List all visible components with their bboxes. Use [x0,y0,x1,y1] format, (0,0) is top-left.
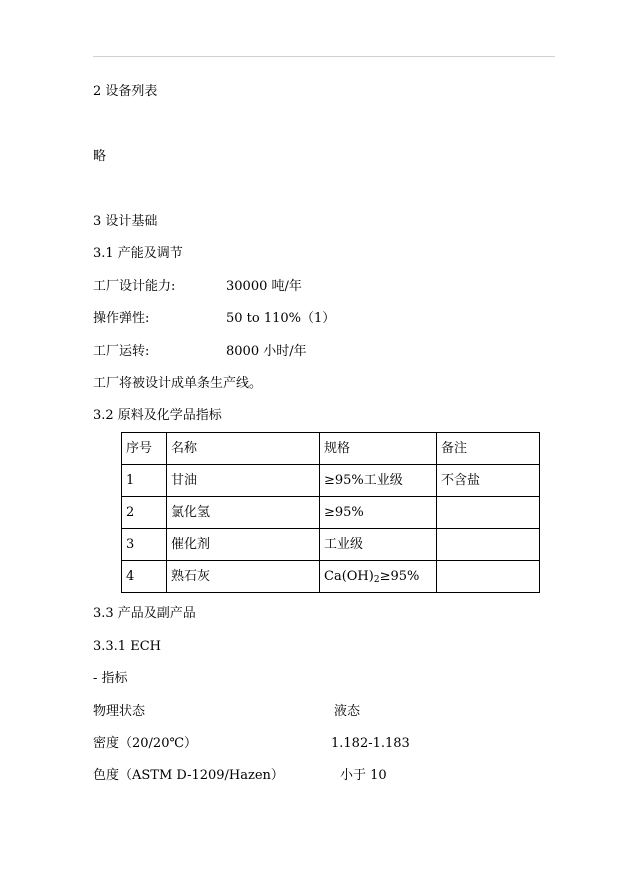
heading-design-basis: 3 设计基础 [93,214,158,229]
cell-remark [437,561,540,593]
cell-spec: ≥95% [320,497,437,529]
equipment-body: 略 [93,149,107,164]
heading-ech: 3.3.1 ECH [93,639,161,654]
cell-name: 催化剂 [167,529,320,561]
cell-remark [437,529,540,561]
cell-remark: 不含盐 [437,465,540,497]
cell-spec: ≥95%工业级 [320,465,437,497]
spec-value-density: 1.182-1.183 [331,736,410,751]
spec-value-color: 小于 10 [340,768,387,783]
capacity-note: 工厂将被设计成单条生产线。 [93,376,263,391]
header-rule [93,56,555,57]
cell-no: 1 [122,465,167,497]
spec-purity: ≥95% [379,568,420,584]
header-no: 序号 [122,433,167,465]
cell-name: 氯化氢 [167,497,320,529]
cell-spec [320,561,437,593]
capacity-value-flex: 50 to 110%（1） [226,311,336,326]
heading-index: - 指标 [93,671,128,686]
spec-subscript: 2 [373,574,380,585]
materials-table [121,432,540,593]
cell-no: 3 [122,529,167,561]
header-spec: 规格 [320,433,437,465]
spec-label-density: 密度（20/20℃） [93,736,198,751]
cell-remark [437,497,540,529]
heading-equipment-list: 2 设备列表 [93,84,158,99]
cell-name: 甘油 [167,465,320,497]
cell-name: 熟石灰 [167,561,320,593]
spec-label-color: 色度（ASTM D-1209/Hazen） [93,768,284,783]
heading-materials: 3.2 原料及化学品指标 [93,408,222,423]
header-name: 名称 [167,433,320,465]
cell-no: 2 [122,497,167,529]
table-row [122,561,540,593]
heading-capacity: 3.1 产能及调节 [93,246,183,261]
cell-spec: 工业级 [320,529,437,561]
capacity-label-operation: 工厂运转: [93,344,150,359]
spec-label-state: 物理状态 [93,704,146,719]
header-remark: 备注 [437,433,540,465]
capacity-value-operation: 8000 小时/年 [226,344,307,359]
table-header-row [122,433,540,465]
table-row [122,497,540,529]
spec-formula: Ca(OH) [324,568,374,584]
spec-value-state: 液态 [334,704,361,719]
heading-products: 3.3 产品及副产品 [93,606,196,621]
table-row [122,529,540,561]
cell-no: 4 [122,561,167,593]
table-row [122,465,540,497]
capacity-label-design: 工厂设计能力: [93,279,176,294]
capacity-value-design: 30000 吨/年 [226,279,302,294]
capacity-label-flex: 操作弹性: [93,311,150,326]
